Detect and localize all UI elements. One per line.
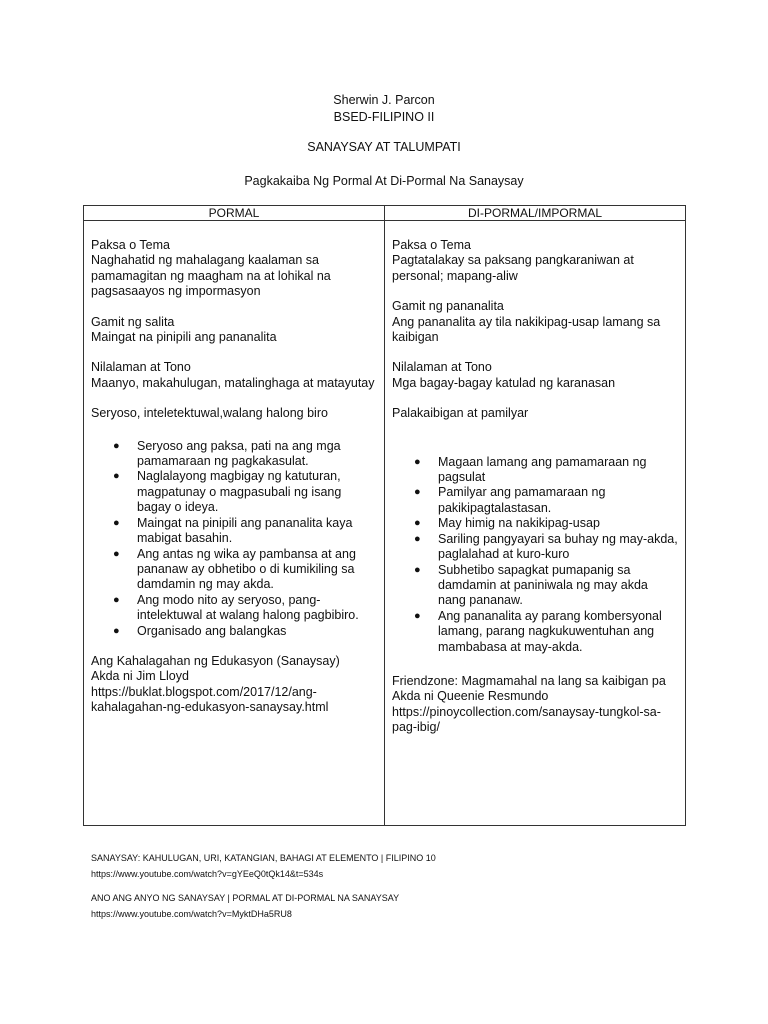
list-item-text: Organisado ang balangkas <box>137 623 287 638</box>
list-item-text: Magaan lamang ang pamamaraan ng <box>438 454 647 469</box>
reference-url[interactable]: https://pinoycollection.com/sanaysay-tungkol-sa- <box>392 704 661 719</box>
list-item <box>91 547 378 593</box>
list-item-text: magpatunay o magpasubali ng isang <box>137 484 342 499</box>
section-text: kaibigan <box>392 330 439 345</box>
bullet-dot-icon: ● <box>414 455 421 468</box>
bullet-dot-icon: ● <box>414 609 421 622</box>
pormal-bullet-list <box>91 439 378 639</box>
list-item-text: mabigat basahin. <box>137 531 233 546</box>
table-header-row <box>84 206 686 221</box>
section-heading: Nilalaman at Tono <box>91 360 191 375</box>
list-item-text: paglalahad at kuro-kuro <box>438 547 570 562</box>
list-item <box>392 532 679 563</box>
bullet-dot-icon: ● <box>113 516 120 529</box>
course-label: BSED-FILIPINO II <box>333 110 435 124</box>
list-item <box>392 485 679 516</box>
bullet-dot-icon: ● <box>414 563 421 576</box>
bullet-dot-icon: ● <box>113 470 120 483</box>
reference-author: Akda ni Queenie Resmundo <box>392 689 549 704</box>
list-item <box>91 624 378 639</box>
reference-title: SANAYSAY: KAHULUGAN, URI, KATANGIAN, BAHAGI AT ELEMENTO | FILIPINO 10 <box>91 853 436 863</box>
list-item-text: Naglalayong magbigay ng katuturan, <box>137 469 341 484</box>
reference-url[interactable]: kahalagahan-ng-edukasyon-sanaysay.html <box>91 700 329 715</box>
document-title: SANAYSAY AT TALUMPATI <box>307 140 461 154</box>
section-text: Mga bagay-bagay katulad ng karanasan <box>392 375 616 390</box>
list-item <box>392 563 679 609</box>
list-item-text: Ang modo nito ay seryoso, pang- <box>137 592 321 607</box>
list-item-text: nang pananaw. <box>438 593 523 608</box>
di-pormal-column <box>385 221 686 826</box>
document-subtitle: Pagkakaiba Ng Pormal At Di-Pormal Na Sanaysay <box>244 174 524 188</box>
table-row <box>84 221 686 826</box>
column-header-di-pormal: DI-PORMAL/IMPORMAL <box>385 206 686 221</box>
reference-link[interactable]: https://www.youtube.com/watch?v=MyktDHa5RU8 <box>91 909 292 919</box>
section-heading: Nilalaman at Tono <box>392 360 492 375</box>
list-item-text: damdamin ng may akda. <box>137 577 274 592</box>
reference-url[interactable]: pag-ibig/ <box>392 720 440 735</box>
bullet-dot-icon: ● <box>113 439 120 452</box>
author-name: Sherwin J. Parcon <box>333 93 435 107</box>
section-heading: Paksa o Tema <box>91 238 170 252</box>
list-item-text: intelektuwal at walang halong pagbibiro. <box>137 608 359 623</box>
section-text: Pagtatalakay sa paksang pangkaraniwan at <box>392 253 634 268</box>
paksa-section <box>392 238 679 284</box>
pormal-column <box>84 221 385 826</box>
reference-title: Friendzone: Magmamahal na lang sa kaibigan pa <box>392 673 666 688</box>
bullet-dot-icon: ● <box>113 547 120 560</box>
section-heading: Gamit ng salita <box>91 314 175 329</box>
bullet-dot-icon: ● <box>414 532 421 545</box>
bullet-dot-icon: ● <box>414 486 421 499</box>
section-text: Maanyo, makahulugan, matalinghaga at matayutay <box>91 375 375 390</box>
list-item-text: lamang, parang nagkukuwentuhan ang <box>438 624 655 639</box>
list-item-text: mambabasa at may-akda. <box>438 639 583 654</box>
section-text: Maingat na pinipili ang pananalita <box>91 330 277 345</box>
list-item-text: Ang antas ng wika ay pambansa at ang <box>137 546 356 561</box>
nilalaman-section <box>392 360 679 391</box>
comparison-table <box>83 205 686 826</box>
section-text: pagsasaayos ng impormasyon <box>91 284 261 299</box>
pormal-reference <box>91 654 378 716</box>
reference-link[interactable]: https://www.youtube.com/watch?v=gYEeQ0tQk14&t=534s <box>91 869 324 879</box>
bullet-dot-icon: ● <box>414 517 421 530</box>
video-reference <box>91 852 691 880</box>
reference-title: Ang Kahalagahan ng Edukasyon (Sanaysay) <box>91 653 340 668</box>
section-heading: Paksa o Tema <box>392 238 471 252</box>
list-item-text: Subhetibo sapagkat pumapanig sa <box>438 562 631 577</box>
reference-title: ANO ANG ANYO NG SANAYSAY | PORMAL AT DI-PORMAL NA SANAYSAY <box>91 893 400 903</box>
list-item <box>91 469 378 515</box>
list-item-text: Maingat na pinipili ang pananalita kaya <box>137 515 353 530</box>
section-text: Naghahatid ng mahalagang kaalaman sa <box>91 253 319 268</box>
list-item <box>392 609 679 655</box>
video-reference <box>91 892 691 920</box>
reference-url[interactable]: https://buklat.blogspot.com/2017/12/ang- <box>91 684 317 699</box>
section-text: Ang pananalita ay tila nakikipag-usap lamang sa <box>392 314 661 329</box>
list-item-text: Pamilyar ang pamamaraan ng <box>438 485 606 500</box>
bullet-dot-icon: ● <box>113 624 120 637</box>
di-pormal-reference <box>392 674 679 736</box>
section-text: personal; mapang-aliw <box>392 268 518 283</box>
gamit-section <box>392 299 679 345</box>
list-item-text: bagay o ideya. <box>137 500 219 515</box>
list-item <box>91 593 378 624</box>
list-item <box>91 516 378 547</box>
section-heading: Gamit ng pananalita <box>392 299 504 314</box>
di-pormal-bullet-list <box>392 455 679 655</box>
summary-text: Palakaibigan at pamilyar <box>392 406 529 421</box>
reference-author: Akda ni Jim Lloyd <box>91 669 189 684</box>
list-item <box>91 439 378 470</box>
list-item-text: Seryoso ang paksa, pati na ang mga <box>137 438 341 453</box>
bullet-dot-icon: ● <box>113 593 120 606</box>
summary-text: Seryoso, inteletektuwal,walang halong biro <box>91 406 328 421</box>
section-text: pamamagitan ng maagham na at lohikal na <box>91 268 331 283</box>
list-item-text: pakikipagtalastasan. <box>438 500 552 515</box>
list-item <box>392 516 679 531</box>
list-item-text: pagsulat <box>438 470 486 485</box>
list-item <box>392 455 679 486</box>
list-item-text: Ang pananalita ay parang kombersyonal <box>438 608 662 623</box>
list-item-text: May himig na nakikipag-usap <box>438 516 600 531</box>
list-item-text: pamamaraan ng pagkakasulat. <box>137 454 309 469</box>
nilalaman-section <box>91 360 378 391</box>
list-item-text: pananaw ay obhetibo o di kumikiling sa <box>137 561 355 576</box>
gamit-section <box>91 315 378 346</box>
list-item-text: Sariling pangyayari sa buhay ng may-akda, <box>438 531 678 546</box>
list-item-text: damdamin at paniniwala ng may akda <box>438 577 648 592</box>
column-header-pormal: PORMAL <box>84 206 385 221</box>
paksa-section <box>91 238 378 300</box>
